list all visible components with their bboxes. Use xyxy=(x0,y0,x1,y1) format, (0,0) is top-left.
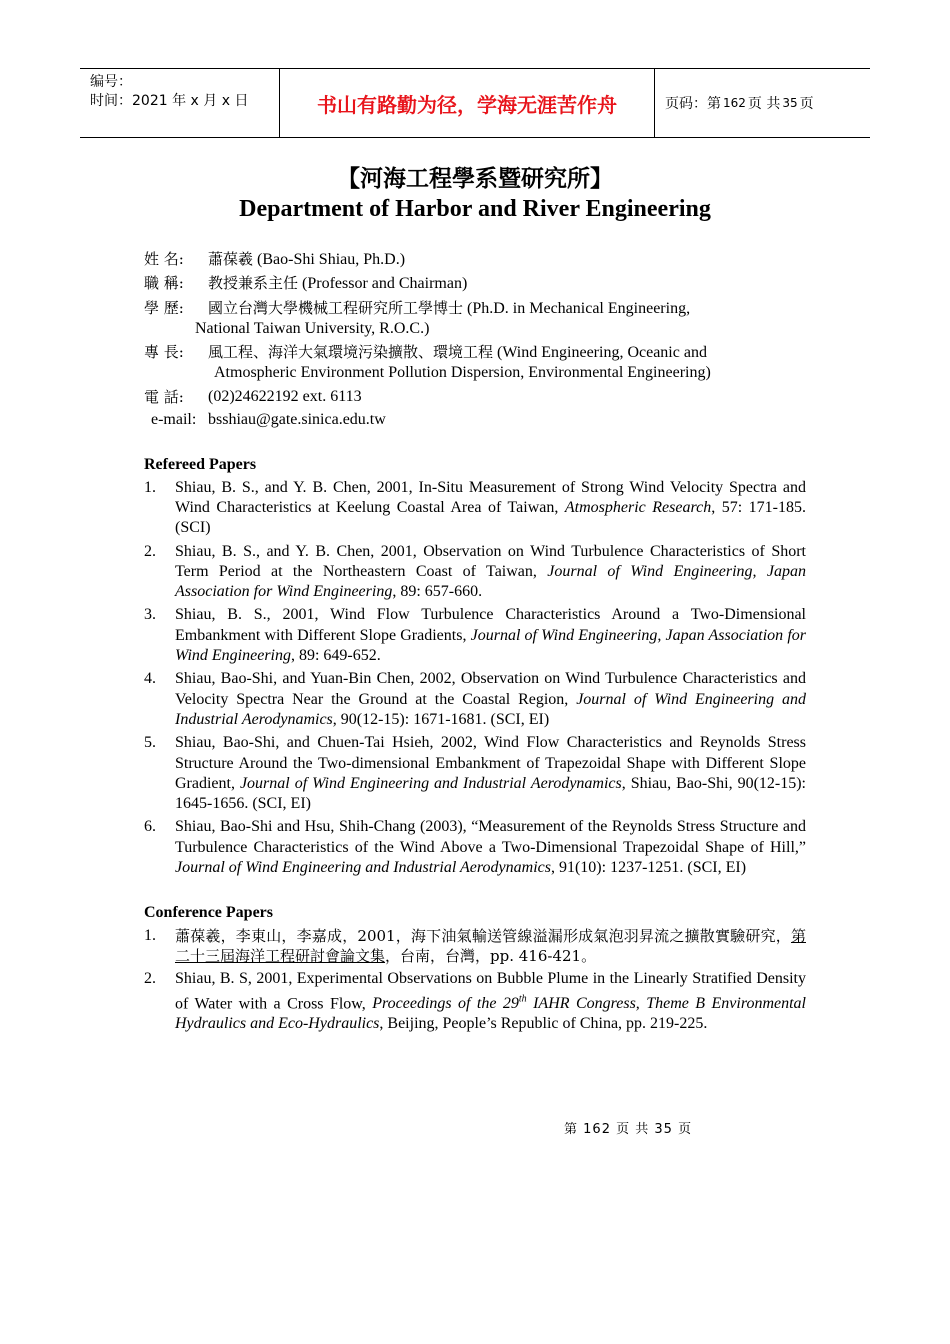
refereed-heading: Refereed Papers xyxy=(144,456,257,474)
list-item xyxy=(144,817,806,878)
list-item xyxy=(144,542,806,603)
page-total: 35 xyxy=(782,96,798,110)
page-prefix: 页码：第 xyxy=(665,96,721,112)
phone-value: (02)24622192 ext. 6113 xyxy=(208,387,362,405)
info-phone xyxy=(144,387,806,407)
header-meta xyxy=(80,69,280,137)
item-details: , Beijing, People’s Republic of China, pp. 219-225. xyxy=(379,1015,708,1033)
item-authors: Shiau, B. S., and Y. B. Chen, 2001, In-Situ Measurement of Strong Wind Velocity Spectra and Wind Characteristics at Keelung Coastal Area of Taiwan, xyxy=(175,478,806,516)
title-chinese: 【河海工程學系暨研究所】 xyxy=(337,165,613,192)
header-motto: 书山有路勤为径，学海无涯苦作舟 xyxy=(280,69,655,137)
info-title xyxy=(144,273,806,294)
document-body xyxy=(144,249,806,1037)
serial-label: 编号： xyxy=(90,74,132,90)
item-details: , 91(10): 1237-1251. (SCI, EI) xyxy=(550,859,747,877)
list-item xyxy=(144,669,806,730)
item-journal: Journal of Wind Engineering, Japan Association for Wind Engineering xyxy=(175,626,806,665)
item-details: , 89: 657-660. xyxy=(392,583,483,601)
item-journal: Journal of Wind Engineering and Industrial Aerodynamics xyxy=(239,774,622,792)
page-mid: 页 共 xyxy=(747,96,781,112)
item-authors: Shiau, B. S., and Y. B. Chen, 2001, Observation on Wind Turbulence Characteristics of Short Term Period at the Northeastern Coast of Taiwan, xyxy=(175,542,806,580)
edu-label: 學 歷: xyxy=(144,298,184,317)
title-label: 職 稱: xyxy=(144,274,184,293)
item-journal-a: Proceedings of the 29 xyxy=(372,994,519,1012)
item-authors: Shiau, B. S., 2001, Wind Flow Turbulence Characteristics Around a Two-Dimensional Embankment with Different Slope Gradients, xyxy=(175,606,806,644)
list-item xyxy=(144,605,806,666)
edu-en-1: (Ph.D. in Mechanical Engineering, xyxy=(467,299,691,317)
item-venue: 第二十三屆海洋工程研討會論文集 xyxy=(175,926,806,965)
list-item xyxy=(144,478,806,539)
item-number: 1. xyxy=(144,926,156,944)
name-en: (Bao-Shi Shiau, Ph.D.) xyxy=(257,251,406,268)
conference-list xyxy=(144,926,806,1035)
edu-en-2: National Taiwan University, R.O.C.) xyxy=(195,319,430,337)
conference-heading: Conference Papers xyxy=(144,904,273,922)
header-page-info xyxy=(655,69,870,137)
item-details: , 57: 171-185. (SCI) xyxy=(175,498,807,537)
title-zh: 教授兼系主任 xyxy=(208,274,299,293)
item-authors: 蕭葆羲，李東山，李嘉成，2001，海下油氣輸送管線溢漏形成氣泡羽昇流之擴散實驗研究， xyxy=(175,926,791,945)
faculty-info xyxy=(144,249,806,430)
spec-en-2: Atmospheric Environment Pollution Dispersion, Environmental Engineering) xyxy=(214,364,711,382)
item-details: , 89: 649-652. xyxy=(290,647,381,665)
item-journal: Atmospheric Research xyxy=(564,498,712,516)
name-label: 姓 名: xyxy=(144,250,184,268)
spec-zh: 風工程、海洋大氣環境污染擴散、環境工程 xyxy=(208,343,494,362)
title-en: (Professor and Chairman) xyxy=(302,275,468,293)
item-authors: Shiau, Bao-Shi, and Yuan-Bin Chen, 2002, Observation on Wind Turbulence Characteristics and Velocity Spectra Near the Ground at the Coastal Region, xyxy=(175,670,806,708)
info-education xyxy=(144,298,806,340)
spec-en-1: (Wind Engineering, Oceanic and xyxy=(493,344,707,362)
item-authors: Shiau, Bao-Shi, and Chuen-Tai Hsieh, 2002, Wind Flow Characteristics and Reynolds Stress Structure Around the Two-dimensional Embankment of Trapezoidal Shape with Different Slope Gradient, xyxy=(175,734,806,792)
page-footer xyxy=(564,1118,692,1137)
header-table xyxy=(80,68,870,138)
time-label: 时间：2021 年 x 月 x 日 xyxy=(90,93,249,109)
list-item xyxy=(144,733,806,814)
page-suffix: 页 xyxy=(799,96,814,112)
item-journal: Journal of Wind Engineering and Industrial Aerodynamics xyxy=(175,859,551,877)
phone-label: 電 話: xyxy=(144,387,184,406)
item-journal: Journal of Wind Engineering, Japan Association for Wind Engineering xyxy=(175,562,806,601)
title-english: Department of Harbor and River Engineering xyxy=(239,196,711,222)
item-number: 2. xyxy=(144,970,156,988)
item-details: , 90(12-15): 1671-1681. (SCI, EI) xyxy=(332,710,550,728)
item-authors: Shiau, Bao-Shi and Hsu, Shih-Chang (2003), “Measurement of the Reynolds Stress Structure and Turbulence Characteristics of the Wind Above a Two-Dimensional Trapezoidal Shape of Hill,” xyxy=(175,818,806,856)
page-number: 162 xyxy=(723,96,746,110)
footer-mid: 页 共 xyxy=(616,1122,650,1137)
item-details: ，台南，台灣，pp. 416-421。 xyxy=(385,946,597,965)
footer-prefix: 第 xyxy=(564,1122,579,1137)
item-journal-sup: th xyxy=(518,993,527,1005)
info-email xyxy=(144,410,806,430)
info-name xyxy=(144,249,806,270)
email-label: e-mail: xyxy=(151,411,197,429)
item-details: , Shiau, Bao-Shi, 90(12-15): 1645-1656. (SCI, EI) xyxy=(175,774,807,813)
item-journal: Journal of Wind Engineering and Industrial Aerodynamics xyxy=(175,690,806,728)
email-value[interactable]: bsshiau@gate.sinica.edu.tw xyxy=(208,411,386,429)
item-number: 5. xyxy=(144,734,156,752)
item-number: 4. xyxy=(144,670,156,688)
name-zh: 蕭葆羲 xyxy=(208,250,254,268)
list-item xyxy=(144,926,806,967)
item-number: 6. xyxy=(144,818,156,836)
footer-page: 162 xyxy=(583,1122,611,1137)
list-item xyxy=(144,969,806,1034)
footer-total: 35 xyxy=(654,1122,673,1137)
edu-zh: 國立台灣大學機械工程研究所工學博士 xyxy=(208,298,464,317)
refereed-list xyxy=(144,478,806,879)
footer-suffix: 页 xyxy=(678,1122,693,1137)
item-number: 3. xyxy=(144,606,156,624)
item-number: 2. xyxy=(144,542,156,560)
item-number: 1. xyxy=(144,478,156,496)
info-specialty xyxy=(144,342,806,384)
item-journal-b: IAHR Congress, Theme B Environmental Hydraulics and Eco-Hydraulics xyxy=(175,994,807,1033)
item-authors: Shiau, B. S, 2001, Experimental Observations on Bubble Plume in the Linearly Stratified Density of Water with a Cross Flow, xyxy=(175,970,806,1012)
spec-label: 專 長: xyxy=(144,343,184,362)
